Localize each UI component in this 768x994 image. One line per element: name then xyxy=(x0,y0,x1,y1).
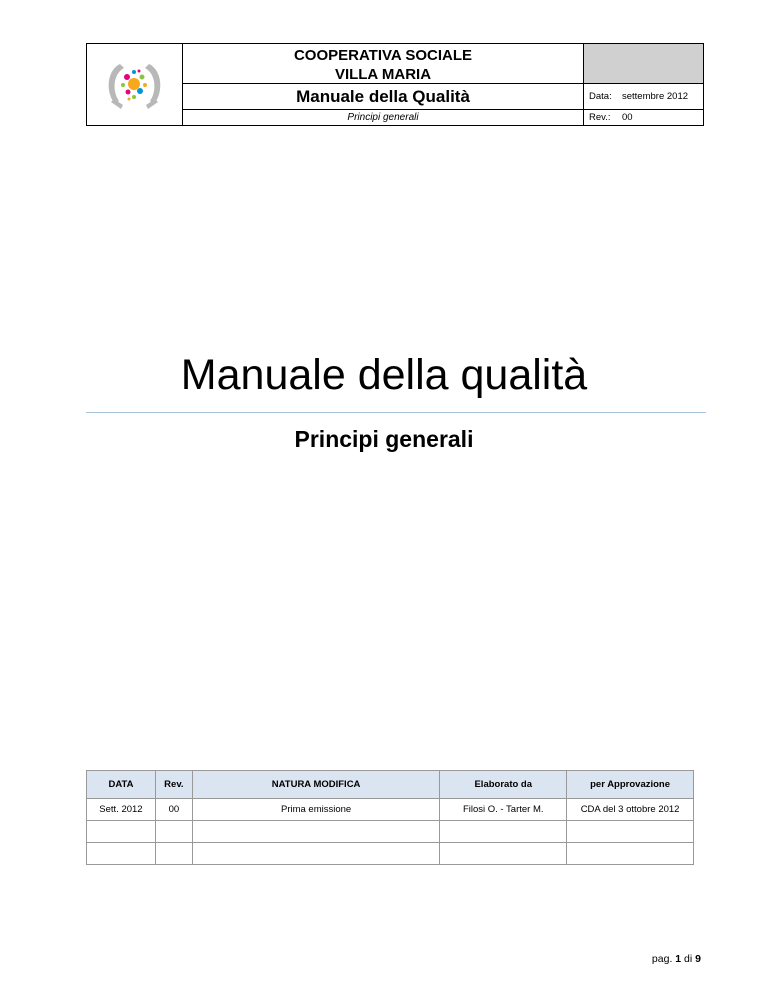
table-row xyxy=(87,799,694,821)
revision-value: 00 xyxy=(622,112,633,123)
cell-rev xyxy=(155,821,192,843)
cell-rev: 00 xyxy=(155,799,192,821)
organization-name xyxy=(183,44,583,84)
cell-date: Sett. 2012 xyxy=(87,799,156,821)
cell-rev xyxy=(155,843,192,865)
revision-label: Rev.: xyxy=(589,112,611,123)
logo-cell xyxy=(87,44,183,125)
cell-approval xyxy=(567,843,694,865)
title-divider xyxy=(86,412,706,413)
table-row xyxy=(87,821,694,843)
document-subtitle: Principi generali xyxy=(294,426,474,452)
cell-nature xyxy=(192,843,440,865)
date-value: settembre 2012 xyxy=(622,91,689,102)
cell-date xyxy=(87,843,156,865)
table-row xyxy=(87,843,694,865)
cell-nature: Prima emissione xyxy=(192,799,440,821)
revision-table xyxy=(86,770,694,865)
column-header-date: DATA xyxy=(87,771,156,799)
date-label: Data: xyxy=(589,91,612,102)
cooperative-logo xyxy=(87,44,182,125)
section-title: Principi generali xyxy=(347,112,419,123)
page-number xyxy=(652,953,701,965)
table-header-row xyxy=(87,771,694,799)
column-header-author: Elaborato da xyxy=(440,771,567,799)
cell-author xyxy=(440,843,567,865)
cell-approval xyxy=(567,821,694,843)
cell-nature xyxy=(192,821,440,843)
cell-approval: CDA del 3 ottobre 2012 xyxy=(567,799,694,821)
org-line-2: VILLA MARIA xyxy=(334,66,432,83)
page-separator: di xyxy=(684,953,693,965)
header-gray-cell xyxy=(583,44,703,84)
cell-author xyxy=(440,821,567,843)
document-header xyxy=(86,43,704,126)
cell-author: Filosi O. - Tarter M. xyxy=(440,799,567,821)
cell-date xyxy=(87,821,156,843)
date-field xyxy=(583,84,703,110)
column-header-nature: NATURA MODIFICA xyxy=(192,771,440,799)
total-pages: 9 xyxy=(695,953,701,965)
column-header-approval: per Approvazione xyxy=(567,771,694,799)
org-line-1: COOPERATIVA SOCIALE xyxy=(293,47,473,64)
document-title: Manuale della qualità xyxy=(180,351,588,399)
manual-title: Manuale della Qualità xyxy=(183,84,583,110)
column-header-rev: Rev. xyxy=(155,771,192,799)
page-prefix: pag. xyxy=(651,953,673,965)
current-page: 1 xyxy=(675,953,682,965)
revision-field xyxy=(583,110,703,125)
